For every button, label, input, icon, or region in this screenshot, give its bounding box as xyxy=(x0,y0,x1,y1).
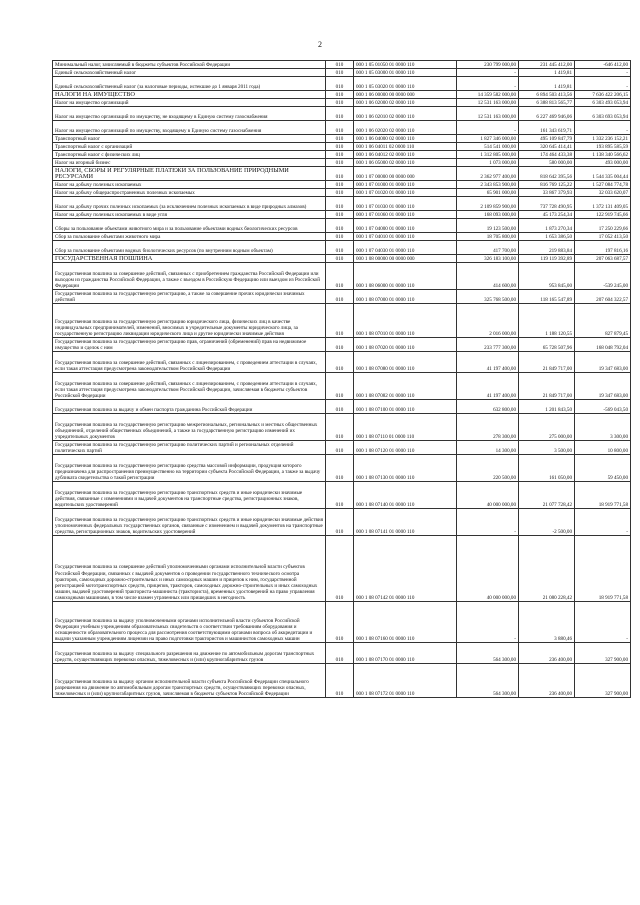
row-executed-amount: 580 000,00 xyxy=(519,159,575,167)
row-executed-amount: 3 500,00 xyxy=(519,441,575,455)
table-row xyxy=(53,107,631,121)
row-approved-amount: 632 800,00 xyxy=(457,400,519,414)
row-approved-amount: 12 531 163 000,00 xyxy=(457,99,519,107)
row-budget-code: 000 1 06 02010 02 0000 110 xyxy=(354,107,457,121)
row-unexecuted-amount: 1 332 236 152,21 xyxy=(575,135,631,143)
row-line-code: 010 xyxy=(326,121,354,135)
row-approved-amount: 19 123 500,00 xyxy=(457,219,519,233)
row-line-code: 010 xyxy=(326,338,354,352)
row-budget-code: 000 1 08 07170 01 0000 110 xyxy=(354,643,457,664)
row-executed-amount: 1 653 386,50 xyxy=(519,233,575,241)
row-unexecuted-amount: 122 919 745,66 xyxy=(575,211,631,219)
row-budget-code: 000 1 08 07080 01 0000 110 xyxy=(354,352,457,373)
table-row xyxy=(53,77,631,91)
row-line-code: 010 xyxy=(326,509,354,536)
row-unexecuted-amount: - xyxy=(575,121,631,135)
row-approved-amount: 1 073 000,00 xyxy=(457,159,519,167)
row-unexecuted-amount: 6 303 693 053,94 xyxy=(575,107,631,121)
row-approved-amount: 2 343 853 900,00 xyxy=(457,181,519,189)
row-approved-amount: 1 827 346 000,00 xyxy=(457,135,519,143)
row-line-code: 010 xyxy=(326,664,354,698)
row-name: Налог на добычу общераспространенных полезных ископаемых xyxy=(53,189,326,197)
table-row xyxy=(53,455,631,482)
row-line-code: 010 xyxy=(326,219,354,233)
row-approved-amount: 40 000 000,00 xyxy=(457,482,519,509)
row-unexecuted-amount: - xyxy=(575,602,631,643)
row-line-code: 010 xyxy=(326,255,354,263)
row-approved-amount: 40 000 000,00 xyxy=(457,536,519,602)
row-executed-amount: 21 849 717,00 xyxy=(519,352,575,373)
row-budget-code: 000 1 07 00000 00 0000 000 xyxy=(354,167,457,181)
row-name: Государственная пошлина за государственную регистрацию прав, ограничений (обременений) прав на недвижимое имущество и сделок с ним xyxy=(53,338,326,352)
row-approved-amount: - xyxy=(457,77,519,91)
row-line-code: 010 xyxy=(326,181,354,189)
row-approved-amount: 18 705 800,00 xyxy=(457,233,519,241)
row-name: Государственная пошлина за государственную регистрацию, а также за совершение прочих юридически значимых действий xyxy=(53,290,326,304)
row-budget-code: 000 1 06 02000 02 0000 110 xyxy=(354,99,457,107)
row-approved-amount: 233 777 300,00 xyxy=(457,338,519,352)
row-line-code: 010 xyxy=(326,290,354,304)
row-budget-code: 000 1 07 01060 01 0000 110 xyxy=(354,211,457,219)
row-line-code: 010 xyxy=(326,159,354,167)
row-approved-amount: 65 901 000,00 xyxy=(457,189,519,197)
row-approved-amount: 514 541 000,00 xyxy=(457,143,519,151)
row-line-code: 010 xyxy=(326,107,354,121)
row-line-code: 010 xyxy=(326,352,354,373)
row-budget-code: 000 1 07 04010 01 0000 110 xyxy=(354,233,457,241)
page-number: 2 xyxy=(318,40,322,49)
row-executed-amount: 118 165 547,89 xyxy=(519,290,575,304)
row-name: Транспортный налог с организаций xyxy=(53,143,326,151)
table-row xyxy=(53,414,631,441)
row-name: НАЛОГИ НА ИМУЩЕСТВО xyxy=(53,91,326,99)
row-budget-code: 000 1 08 00000 00 0000 000 xyxy=(354,255,457,263)
table-row xyxy=(53,121,631,135)
row-budget-code: 000 1 06 04011 02 0000 110 xyxy=(354,143,457,151)
table-row xyxy=(53,181,631,189)
table-row xyxy=(53,197,631,211)
row-name: Государственная пошлина за выдачу органом исполнительной власти субъекта Российской Федерации специального разрешения на движение по автомобильным дорогам транспортных средств, осуществляющих перевозки опасных, тяжеловесных и (или) крупногабаритных грузов, зачисляемая в бюджеты субъектов Российской Федерации xyxy=(53,664,326,698)
row-name: Государственная пошлина за совершение действий уполномоченными органами исполнительной власти субъектов Российской Федерации, связанных с выдачей документов о проведении государственного технического осмотра тракторов, самоходных дорожно-строительных и иных самоходных машин и прицепов к ним, государственной регистрацией мототранспортных средств, прицепов, тракторов, самоходных дорожно-строительных и иных самоходных машин, выдачей удостоверений тракториста-машиниста (тракториста), временных удостоверений на право управления самоходными машинами, в том числе взамен утраченных или пришедших в негодность xyxy=(53,536,326,602)
row-line-code: 010 xyxy=(326,77,354,91)
row-name: Сбор за пользование объектами животного мира xyxy=(53,233,326,241)
row-unexecuted-amount: 168 048 792,04 xyxy=(575,338,631,352)
row-approved-amount: 41 197 400,00 xyxy=(457,373,519,400)
row-unexecuted-amount: 17 052 413,50 xyxy=(575,233,631,241)
row-line-code: 010 xyxy=(326,233,354,241)
row-unexecuted-amount: - xyxy=(575,69,631,77)
row-executed-amount: 275 000,00 xyxy=(519,414,575,441)
row-executed-amount: 119 119 392,89 xyxy=(519,255,575,263)
row-name: Налог на добычу полезных ископаемых xyxy=(53,181,326,189)
row-unexecuted-amount: 32 033 620,07 xyxy=(575,189,631,197)
row-unexecuted-amount: 19 347 683,00 xyxy=(575,373,631,400)
row-executed-amount: -2 500,00 xyxy=(519,509,575,536)
row-name: Государственная пошлина за выдачу уполномоченными органами исполнительной власти субъектов Российской Федерации учебным учреждениям образовательных свидетельств о соответствии требованиям оборудования и оснащенности образовательного процесса для рассмотрения соответствующими органами вопроса об аккредитации и выдачи указанным учреждениям лицензии на право подготовки трактористов и машинистов самоходных машин xyxy=(53,602,326,643)
table-row xyxy=(53,509,631,536)
row-budget-code: 000 1 08 07142 01 0000 110 xyxy=(354,536,457,602)
table-row xyxy=(53,135,631,143)
row-executed-amount: 21 077 728,42 xyxy=(519,482,575,509)
table-row xyxy=(53,69,631,77)
row-unexecuted-amount: 1 544 335 004,44 xyxy=(575,167,631,181)
row-name: Государственная пошлина за государственную регистрацию юридического лица, физических лиц в качестве индивидуальных предпринимателей, изменений, вносимых в учредительные документы юридического лица, за государственную регистрацию ликвидации юридического лица и другие юридически значимые действия xyxy=(53,304,326,338)
row-approved-amount: - xyxy=(457,509,519,536)
row-name: Налог на имущество организаций по имуществу, не входящему в Единую систему газоснабжения xyxy=(53,107,326,121)
row-line-code: 010 xyxy=(326,441,354,455)
row-name: НАЛОГИ, СБОРЫ И РЕГУЛЯРНЫЕ ПЛАТЕЖИ ЗА ПОЛЬЗОВАНИЕ ПРИРОДНЫМИ РЕСУРСАМИ xyxy=(53,167,326,181)
row-unexecuted-amount: 18 919 771,58 xyxy=(575,536,631,602)
row-name: Сборы за пользование объектами животного мира и за пользование объектами водных биологических ресурсов xyxy=(53,219,326,233)
table-row xyxy=(53,91,631,99)
row-line-code: 010 xyxy=(326,135,354,143)
row-approved-amount: 2 109 859 900,00 xyxy=(457,197,519,211)
row-unexecuted-amount: -569 043,50 xyxy=(575,400,631,414)
row-budget-code: 000 1 07 01020 01 0000 110 xyxy=(354,189,457,197)
row-line-code: 010 xyxy=(326,61,354,69)
row-approved-amount: 325 768 500,00 xyxy=(457,290,519,304)
row-line-code: 010 xyxy=(326,263,354,290)
row-budget-code: 000 1 08 07110 01 0000 110 xyxy=(354,414,457,441)
row-name: Единый сельскохозяйственный налог (за налоговые периоды, истекшие до 1 января 2011 года) xyxy=(53,77,326,91)
row-approved-amount: - xyxy=(457,69,519,77)
row-name: Государственная пошлина за государственную регистрацию межрегиональных, региональных и местных общественных объединений, отделений общественных объединений, а также за государственную регистрацию изменений их учредительных документов xyxy=(53,414,326,441)
row-budget-code: 000 1 07 04030 01 0000 110 xyxy=(354,241,457,255)
row-unexecuted-amount: 1 138 340 566,62 xyxy=(575,151,631,159)
row-budget-code: 000 1 05 03020 01 0000 110 xyxy=(354,77,457,91)
table-row xyxy=(53,159,631,167)
row-budget-code: 000 1 05 03000 01 0000 110 xyxy=(354,69,457,77)
row-executed-amount: 495 109 847,79 xyxy=(519,135,575,143)
row-executed-amount: 219 883,84 xyxy=(519,241,575,255)
row-executed-amount: 1 419,81 xyxy=(519,69,575,77)
table-row xyxy=(53,151,631,159)
table-row xyxy=(53,338,631,352)
row-name: Транспортный налог xyxy=(53,135,326,143)
row-unexecuted-amount: 493 000,00 xyxy=(575,159,631,167)
row-approved-amount: 414 600,00 xyxy=(457,263,519,290)
row-executed-amount: 21 849 717,00 xyxy=(519,373,575,400)
row-unexecuted-amount: 17 250 229,66 xyxy=(575,219,631,233)
row-executed-amount: 953 845,00 xyxy=(519,263,575,290)
row-unexecuted-amount: -646 412,00 xyxy=(575,61,631,69)
row-name: Налог на имущество организаций xyxy=(53,99,326,107)
row-unexecuted-amount: 207 063 687,57 xyxy=(575,255,631,263)
table-row xyxy=(53,233,631,241)
row-executed-amount: 236 400,00 xyxy=(519,664,575,698)
row-budget-code: 000 1 08 07140 01 0000 110 xyxy=(354,482,457,509)
row-executed-amount: 33 867 379,93 xyxy=(519,189,575,197)
table-row xyxy=(53,61,631,69)
row-line-code: 010 xyxy=(326,99,354,107)
row-unexecuted-amount: 1 372 131 409,05 xyxy=(575,197,631,211)
row-budget-code: 000 1 08 07100 01 0000 110 xyxy=(354,400,457,414)
row-name: Государственная пошлина за совершение действий, связанных с приобретением гражданства Российской Федерации или выходом из гражданства Российской Федерации, а также с въездом в Российскую Федерацию или выездом из Российской Федерации xyxy=(53,263,326,290)
row-approved-amount: 14 300,00 xyxy=(457,441,519,455)
row-executed-amount: 6 388 813 565,77 xyxy=(519,99,575,107)
row-name: Налог на добычу прочих полезных ископаемых (за исключением полезных ископаемых в виде природных алмазов) xyxy=(53,197,326,211)
table-row xyxy=(53,255,631,263)
row-approved-amount: 230 799 000,00 xyxy=(457,61,519,69)
row-budget-code: 000 1 06 04000 02 0000 110 xyxy=(354,135,457,143)
row-name: Минимальный налог, зачисляемый в бюджеты субъектов Российской Федерации xyxy=(53,61,326,69)
row-executed-amount: 236 400,00 xyxy=(519,643,575,664)
row-line-code: 010 xyxy=(326,151,354,159)
row-line-code: 010 xyxy=(326,189,354,197)
row-executed-amount: 1 873 270,34 xyxy=(519,219,575,233)
row-line-code: 010 xyxy=(326,69,354,77)
row-executed-amount: 21 080 228,42 xyxy=(519,536,575,602)
row-executed-amount: 161 343 619,71 xyxy=(519,121,575,135)
row-executed-amount: 1 201 843,50 xyxy=(519,400,575,414)
row-budget-code: 000 1 08 07010 01 0000 110 xyxy=(354,304,457,338)
table-row xyxy=(53,400,631,414)
row-unexecuted-amount: 19 347 683,00 xyxy=(575,352,631,373)
table-row xyxy=(53,189,631,197)
table-row xyxy=(53,143,631,151)
row-name: Единый сельскохозяйственный налог xyxy=(53,69,326,77)
row-approved-amount: - xyxy=(457,121,519,135)
row-executed-amount: 231 445 412,00 xyxy=(519,61,575,69)
row-executed-amount: 818 642 395,56 xyxy=(519,167,575,181)
row-budget-code: 000 1 08 07082 01 0000 110 xyxy=(354,373,457,400)
row-unexecuted-amount: 6 303 493 053,94 xyxy=(575,99,631,107)
row-budget-code: 000 1 08 07000 01 0000 110 xyxy=(354,290,457,304)
row-name: Налог на имущество организаций по имуществу, входящему в Единую систему газоснабжения xyxy=(53,121,326,135)
row-name: Государственная пошлина за государственную регистрацию политических партий и региональных отделений политических партий xyxy=(53,441,326,455)
row-name: Государственная пошлина за государственную регистрацию транспортных средств и иные юридически значимые действия уполномоченных федеральных государственных органов, связанные с изменением и выдачей документов на транспортные средства, регистрационных знаков, водительских удостоверений xyxy=(53,509,326,536)
row-approved-amount: 2 016 000,00 xyxy=(457,304,519,338)
row-line-code: 010 xyxy=(326,373,354,400)
table-row xyxy=(53,211,631,219)
table-row xyxy=(53,99,631,107)
row-unexecuted-amount: 7 636 422 206,15 xyxy=(575,91,631,99)
row-unexecuted-amount: 59 450,00 xyxy=(575,455,631,482)
row-budget-code: 000 1 07 01000 01 0000 110 xyxy=(354,181,457,189)
table-row xyxy=(53,290,631,304)
revenue-table xyxy=(52,60,631,698)
row-unexecuted-amount: 207 604 322,57 xyxy=(575,290,631,304)
row-approved-amount: 564 300,00 xyxy=(457,643,519,664)
row-line-code: 010 xyxy=(326,602,354,643)
row-name: Налог на добычу полезных ископаемых в виде угля xyxy=(53,211,326,219)
row-name: Государственная пошлина за выдачу и обмен паспорта гражданина Российской Федерации xyxy=(53,400,326,414)
row-executed-amount: 320 645 414,41 xyxy=(519,143,575,151)
row-unexecuted-amount: 193 895 585,59 xyxy=(575,143,631,151)
row-approved-amount: - xyxy=(457,602,519,643)
table-row xyxy=(53,602,631,643)
row-executed-amount: 174 464 433,38 xyxy=(519,151,575,159)
table-row xyxy=(53,664,631,698)
row-executed-amount: 1 419,81 xyxy=(519,77,575,91)
row-name: Государственная пошлина за выдачу специального разрешения на движение по автомобильным дорогам транспортных средств, осуществляющих перевозки опасных, тяжеловесных и (или) крупногабаритных грузов xyxy=(53,643,326,664)
row-unexecuted-amount: 1 527 084 774,78 xyxy=(575,181,631,189)
row-budget-code: 000 1 08 07141 01 0000 110 xyxy=(354,509,457,536)
row-name: Налог на игорный бизнес xyxy=(53,159,326,167)
row-unexecuted-amount: 197 816,16 xyxy=(575,241,631,255)
row-approved-amount: 220 500,00 xyxy=(457,455,519,482)
row-approved-amount: 1 312 805 000,00 xyxy=(457,151,519,159)
row-unexecuted-amount: 327 900,00 xyxy=(575,664,631,698)
row-budget-code: 000 1 06 02020 02 0000 110 xyxy=(354,121,457,135)
table-row xyxy=(53,373,631,400)
row-budget-code: 000 1 06 00000 00 0000 000 xyxy=(354,91,457,99)
row-name: Государственная пошлина за государственную регистрацию транспортных средств и иные юридически значимые действия, связанные с изменениями и выдачей документов на транспортные средства, регистрационных знаков, водительских удостоверений xyxy=(53,482,326,509)
table-row xyxy=(53,482,631,509)
table-row xyxy=(53,352,631,373)
table-row xyxy=(53,643,631,664)
row-executed-amount: 737 728 490,95 xyxy=(519,197,575,211)
row-unexecuted-amount: 327 900,00 xyxy=(575,643,631,664)
row-executed-amount: 1 188 120,55 xyxy=(519,304,575,338)
row-budget-code: 000 1 08 07120 01 0000 110 xyxy=(354,441,457,455)
row-unexecuted-amount: 3 300,00 xyxy=(575,414,631,441)
row-budget-code: 000 1 06 05000 02 0000 110 xyxy=(354,159,457,167)
row-approved-amount: 168 093 000,00 xyxy=(457,211,519,219)
row-approved-amount: 12 531 163 000,00 xyxy=(457,107,519,121)
row-budget-code: 000 1 08 07130 01 0000 110 xyxy=(354,455,457,482)
row-unexecuted-amount: -539 245,00 xyxy=(575,263,631,290)
row-name: ГОСУДАРСТВЕННАЯ ПОШЛИНА xyxy=(53,255,326,263)
row-approved-amount: 417 700,00 xyxy=(457,241,519,255)
row-budget-code: 000 1 08 06000 01 0000 110 xyxy=(354,263,457,290)
row-approved-amount: 14 359 582 000,00 xyxy=(457,91,519,99)
table-row xyxy=(53,241,631,255)
row-executed-amount: 65 728 507,96 xyxy=(519,338,575,352)
table-row xyxy=(53,304,631,338)
row-line-code: 010 xyxy=(326,143,354,151)
row-budget-code: 000 1 07 01030 01 0000 110 xyxy=(354,197,457,211)
row-budget-code: 000 1 08 07160 01 0000 110 xyxy=(354,602,457,643)
row-name: Государственная пошлина за совершение действий, связанных с лицензированием, с проведением аттестации в случаях, если такая аттестация предусмотрена законодательством Российской Федерации, зачисляемая в бюджеты субъектов Российской Федерации xyxy=(53,373,326,400)
row-executed-amount: 45 173 254,34 xyxy=(519,211,575,219)
row-approved-amount: 326 183 100,00 xyxy=(457,255,519,263)
row-line-code: 010 xyxy=(326,643,354,664)
row-line-code: 010 xyxy=(326,400,354,414)
row-name: Государственная пошлина за государственную регистрацию средства массовой информации, продукция которого предназначена для распространения преимущественно на территории субъекта Российской Федерации, а также за выдачу дубликата свидетельства о такой регистрации xyxy=(53,455,326,482)
row-line-code: 010 xyxy=(326,304,354,338)
row-line-code: 010 xyxy=(326,167,354,181)
row-line-code: 010 xyxy=(326,211,354,219)
row-unexecuted-amount: - xyxy=(575,77,631,91)
row-name: Сбор за пользование объектами водных биологических ресурсов (по внутренним водным объектам) xyxy=(53,241,326,255)
row-executed-amount: 6 227 469 946,06 xyxy=(519,107,575,121)
table-row xyxy=(53,536,631,602)
row-line-code: 010 xyxy=(326,197,354,211)
row-line-code: 010 xyxy=(326,482,354,509)
table-row xyxy=(53,219,631,233)
row-budget-code: 000 1 08 07172 01 0000 110 xyxy=(354,664,457,698)
row-line-code: 010 xyxy=(326,241,354,255)
row-unexecuted-amount: 827 879,45 xyxy=(575,304,631,338)
row-budget-code: 000 1 07 04000 01 0000 110 xyxy=(354,219,457,233)
row-executed-amount: 3 880,46 xyxy=(519,602,575,643)
row-line-code: 010 xyxy=(326,536,354,602)
row-unexecuted-amount: 18 919 771,58 xyxy=(575,482,631,509)
row-unexecuted-amount: - xyxy=(575,509,631,536)
row-executed-amount: 816 769 125,22 xyxy=(519,181,575,189)
row-budget-code: 000 1 06 04012 02 0000 110 xyxy=(354,151,457,159)
row-approved-amount: 2 362 977 400,00 xyxy=(457,167,519,181)
row-name: Государственная пошлина за совершение действий, связанных с лицензированием, с проведением аттестации в случаях, если такая аттестация предусмотрена законодательством Российской Федерации xyxy=(53,352,326,373)
table-row xyxy=(53,263,631,290)
table-row xyxy=(53,441,631,455)
row-approved-amount: 278 300,00 xyxy=(457,414,519,441)
row-executed-amount: 6 894 503 413,56 xyxy=(519,91,575,99)
row-executed-amount: 161 050,00 xyxy=(519,455,575,482)
row-budget-code: 000 1 05 01050 01 0000 110 xyxy=(354,61,457,69)
row-line-code: 010 xyxy=(326,91,354,99)
table-row xyxy=(53,167,631,181)
row-name: Транспортный налог с физических лиц xyxy=(53,151,326,159)
row-line-code: 010 xyxy=(326,414,354,441)
row-line-code: 010 xyxy=(326,455,354,482)
row-unexecuted-amount: 10 800,00 xyxy=(575,441,631,455)
row-approved-amount: 41 197 400,00 xyxy=(457,352,519,373)
row-approved-amount: 564 300,00 xyxy=(457,664,519,698)
row-budget-code: 000 1 08 07020 01 0000 110 xyxy=(354,338,457,352)
